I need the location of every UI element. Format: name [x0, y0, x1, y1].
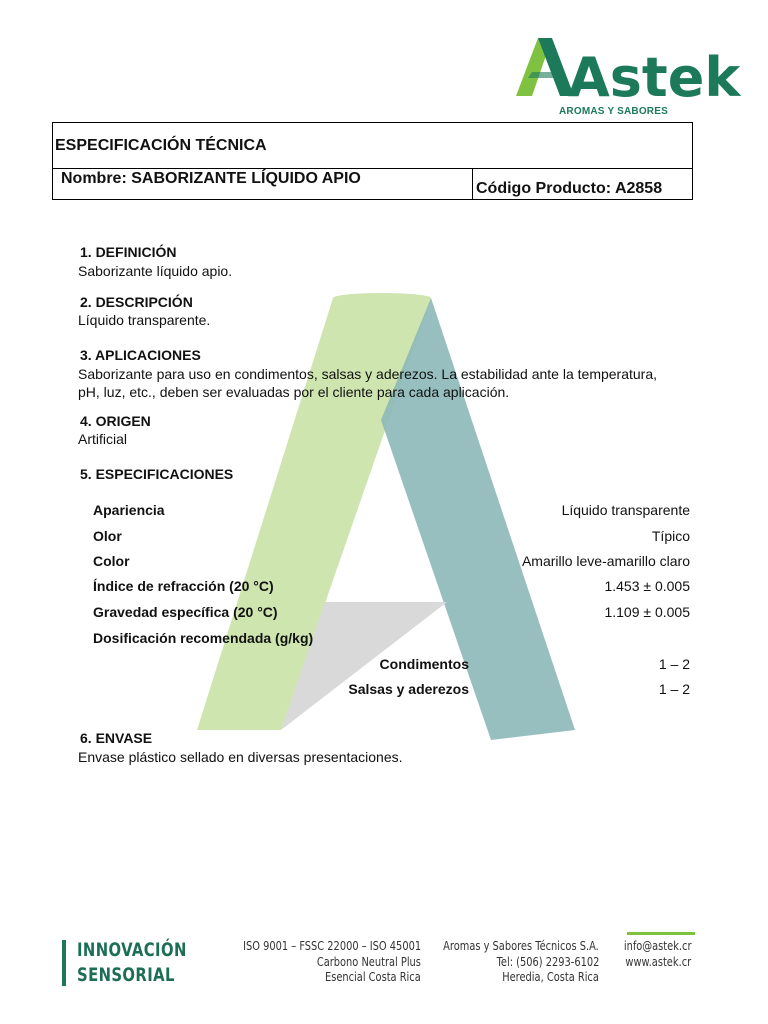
spec-value: 1.109 ± 0.005 — [604, 604, 690, 620]
section-heading-origin: 4. ORIGEN — [80, 413, 151, 429]
spec-label: Apariencia — [93, 502, 165, 518]
spec-label: Olor — [93, 528, 122, 544]
footer-certifications-line3: Esencial Costa Rica — [325, 970, 421, 984]
logo-tagline: AROMAS Y SABORES — [559, 106, 668, 117]
spec-label: Color — [93, 553, 130, 569]
footer-brand-line2: SENSORIAL — [77, 964, 175, 986]
astek-logo-mark — [512, 34, 741, 109]
spec-label: Dosificación recomendada (g/kg) — [93, 630, 314, 646]
section-heading-specifications: 5. ESPECIFICACIONES — [80, 466, 234, 482]
footer-phone: Tel: (506) 2293-6102 — [496, 955, 599, 969]
spec-value: Amarillo leve-amarillo claro — [521, 553, 690, 569]
footer-accent-bar — [62, 940, 66, 986]
spec-value: Típico — [651, 528, 690, 544]
header-column-divider — [472, 168, 473, 199]
footer-company-name: Aromas y Sabores Técnicos S.A. — [443, 939, 599, 953]
footer-certifications-line2: Carbono Neutral Plus — [316, 955, 421, 969]
section-text-description: Líquido transparente. — [78, 312, 211, 328]
footer-brand-line1: INNOVACIÓN — [77, 939, 187, 961]
logo-word-text: Astek — [568, 46, 741, 109]
footer-contact-accent — [627, 932, 695, 935]
document-title: ESPECIFICACIÓN TÉCNICA — [55, 137, 267, 154]
astek-logo — [512, 34, 741, 122]
footer-address: Heredia, Costa Rica — [502, 970, 599, 984]
section-text-packaging: Envase plástico sellado en diversas presentaciones. — [78, 749, 403, 765]
section-heading-definition: 1. DEFINICIÓN — [80, 244, 177, 260]
section-heading-description: 2. DESCRIPCIÓN — [80, 294, 193, 310]
dosage-label: Condimentos — [379, 656, 469, 672]
dosage-value: 1 – 2 — [658, 656, 690, 672]
footer-certifications-line1: ISO 9001 – FSSC 22000 – ISO 45001 — [242, 939, 421, 953]
section-heading-packaging: 6. ENVASE — [80, 730, 153, 746]
section-text-origin: Artificial — [78, 431, 128, 447]
section-text-definition: Saborizante líquido apio. — [78, 263, 233, 279]
spec-value: Líquido transparente — [561, 502, 690, 518]
spec-label: Gravedad específica (20 °C) — [93, 604, 278, 620]
dosage-value: 1 – 2 — [658, 681, 690, 697]
section-heading-applications: 3. APLICACIONES — [80, 347, 201, 363]
spec-label: Índice de refracción (20 °C) — [93, 578, 274, 594]
footer-website-link[interactable]: www.astek.cr — [625, 955, 691, 969]
spec-value: 1.453 ± 0.005 — [604, 578, 690, 594]
footer-email-link[interactable]: info@astek.cr — [623, 939, 691, 953]
header-divider — [53, 168, 692, 169]
section-text-applications-line1: Saborizante para uso en condimentos, salsas y aderezos. La estabilidad ante la temperatura, — [78, 366, 658, 382]
section-text-applications-line2: pH, luz, etc., deben ser evaluadas por el cliente para cada aplicación. — [78, 384, 510, 400]
product-code: Código Producto: A2858 — [476, 180, 663, 197]
dosage-label: Salsas y aderezos — [348, 681, 469, 697]
spec-header-box — [52, 122, 693, 200]
product-name: Nombre: SABORIZANTE LÍQUIDO APIO — [61, 170, 361, 187]
